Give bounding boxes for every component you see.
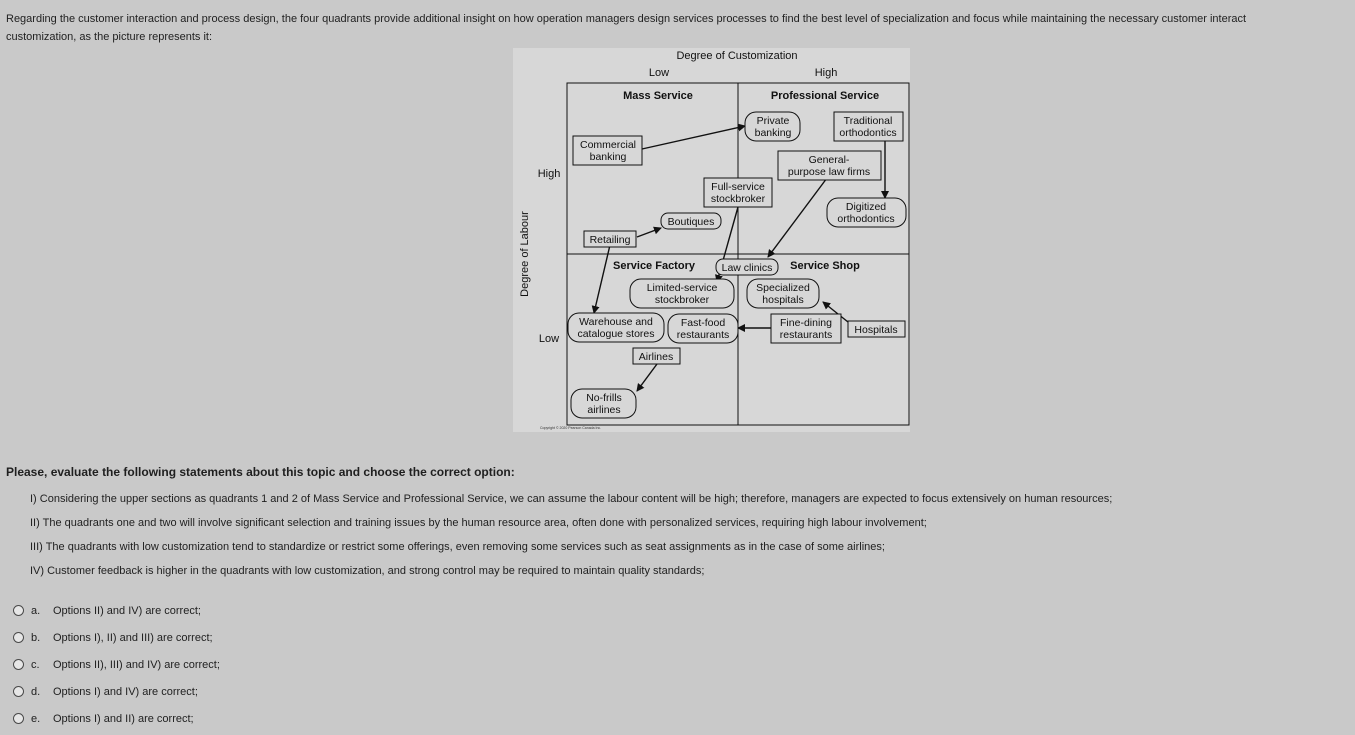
intro-text: Regarding the customer interaction and process design, the four quadrants provide additional insight on how operation managers design services processes to find the best level of specialization and focus while maintaining the necessary customer interact customization, as the picture represents it: [6, 13, 1247, 43]
specialized-hospitals-line2: hospitals [762, 294, 804, 306]
arrow-retailing-to-warehouse [594, 245, 610, 313]
arrow-airlines-to-no-frills [637, 364, 657, 391]
option-b-text: Options I), II) and III) are correct; [53, 631, 213, 644]
no-frills-airlines-line1: No-frills [586, 392, 622, 404]
general-law-line2: purpose law firms [787, 166, 871, 178]
x-axis-low-label: Low [648, 67, 670, 79]
option-b[interactable] [13, 624, 220, 651]
radio-e[interactable] [13, 713, 24, 724]
statement-2: II) The quadrants one and two will involve significant selection and training issues by the human resource area, often done with personalized services, requiring high labour involvement; [30, 517, 927, 529]
general-law-line1: General- [808, 154, 850, 166]
option-d-letter: d. [31, 685, 41, 698]
copyright-text: Copyright © 2020 Pearson Canada Inc. [540, 426, 602, 430]
law-clinics-label: Law clinics [721, 262, 773, 274]
traditional-orthodontics-line2: orthodontics [839, 127, 897, 139]
option-e[interactable] [13, 705, 220, 732]
y-axis-label: Degree of Labour [519, 211, 531, 297]
specialized-hospitals-line1: Specialized [756, 282, 810, 294]
warehouse-stores-line1: Warehouse and [579, 316, 653, 328]
private-banking-line2: banking [754, 127, 792, 139]
digitized-orthodontics-line1: Digitized [845, 201, 887, 213]
arrow-commercial-to-private [642, 126, 745, 149]
y-axis-low-label: Low [538, 333, 560, 345]
y-axis-high-label: High [537, 168, 561, 180]
option-c-letter: c. [31, 658, 40, 671]
service-process-matrix-figure [513, 48, 910, 432]
fast-food-line2: restaurants [676, 329, 730, 341]
quadrant-service-factory: Service Factory [613, 260, 695, 272]
option-c-text: Options II), III) and IV) are correct; [53, 658, 220, 671]
commercial-banking-line1: Commercial [579, 139, 637, 151]
limited-service-stockbroker-line1: Limited-service [646, 282, 718, 294]
warehouse-stores-line2: catalogue stores [577, 328, 655, 340]
option-a[interactable] [13, 597, 220, 624]
quadrant-mass-service: Mass Service [623, 90, 693, 102]
option-e-letter: e. [31, 712, 41, 725]
no-frills-airlines-line2: airlines [587, 404, 621, 416]
x-axis-high-label: High [814, 67, 838, 79]
boutiques-label: Boutiques [667, 216, 715, 228]
full-service-stockbroker-line1: Full-service [711, 181, 765, 193]
retailing-label: Retailing [589, 234, 631, 246]
statements-list [30, 487, 1112, 583]
figure-title: Degree of Customization [676, 50, 798, 62]
answer-options [13, 597, 220, 732]
fine-dining-line2: restaurants [779, 329, 833, 341]
quadrant-service-shop: Service Shop [790, 260, 860, 272]
option-d[interactable] [13, 678, 220, 705]
radio-b[interactable] [13, 632, 24, 643]
radio-a[interactable] [13, 605, 24, 616]
fine-dining-line1: Fine-dining [780, 317, 832, 329]
commercial-banking-line2: banking [589, 151, 627, 163]
option-d-text: Options I) and IV) are correct; [53, 685, 198, 698]
private-banking-line1: Private [756, 115, 790, 127]
statement-1: I) Considering the upper sections as quadrants 1 and 2 of Mass Service and Professional Service, we can assume the labour content will be high; therefore, managers are expected to focus extensively on human resources; [30, 493, 1113, 505]
hospitals-label: Hospitals [854, 324, 898, 336]
full-service-stockbroker-line2: stockbroker [710, 193, 766, 205]
airlines-label: Airlines [638, 351, 674, 363]
option-c[interactable] [13, 651, 220, 678]
option-a-letter: a. [31, 604, 41, 617]
quadrant-professional-service: Professional Service [770, 90, 880, 102]
radio-d[interactable] [13, 686, 24, 697]
statement-3: III) The quadrants with low customization tend to standardize or restrict some offerings, even removing some services such as seat assignments as in the case of some airlines; [30, 541, 885, 553]
fast-food-line1: Fast-food [680, 317, 726, 329]
digitized-orthodontics-line2: orthodontics [837, 213, 895, 225]
option-b-letter: b. [31, 631, 41, 644]
arrow-retailing-to-boutiques [637, 228, 661, 237]
limited-service-stockbroker-line2: stockbroker [654, 294, 710, 306]
traditional-orthodontics-line1: Traditional [843, 115, 893, 127]
statement-4: IV) Customer feedback is higher in the quadrants with low customization, and strong control may be required to maintain quality standards; [30, 565, 705, 577]
option-e-text: Options I) and II) are correct; [53, 712, 194, 725]
question-prompt: Please, evaluate the following statements about this topic and choose the correct option: [6, 465, 515, 479]
arrow-law-to-clinics [768, 178, 827, 257]
radio-c[interactable] [13, 659, 24, 670]
option-a-text: Options II) and IV) are correct; [53, 604, 201, 617]
